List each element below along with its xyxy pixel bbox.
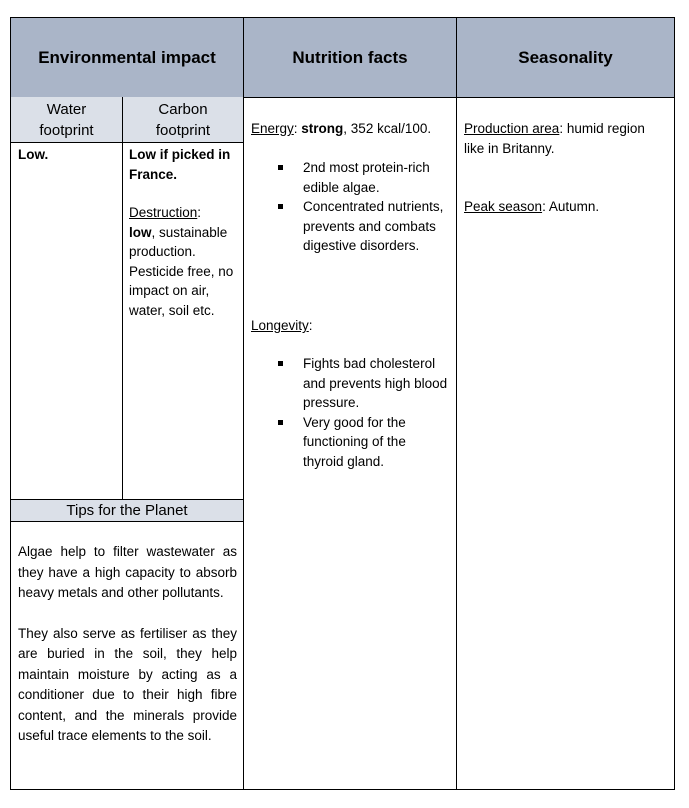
peak-label: Peak season [464, 199, 543, 214]
energy-bullet-1: 2nd most protein-rich edible algae. [303, 160, 430, 195]
carbon-footprint-value: Low if picked in France. [129, 147, 231, 182]
list-item [278, 197, 450, 256]
longevity-label: Longevity [251, 318, 309, 333]
environmental-column [11, 18, 243, 789]
energy-bold: strong [301, 121, 344, 136]
peak-season [464, 197, 664, 217]
destruction-text: , sustainable production. Pesticide free, no impact on air, water, soil etc. [129, 224, 234, 318]
water-footprint-header [11, 97, 122, 143]
destruction-label: Destruction [129, 205, 198, 220]
tips-paragraph-2: They also serve as fertiliser as they are buried in the soil, they help maintain moisture by acting as a conditioner due to their high fibre content, and the minerals provide useful trace elements to the soil. [18, 625, 237, 743]
nutrition-column [243, 18, 456, 789]
longevity-bullet-1: Fights bad cholesterol and prevents high blood pressure. [303, 356, 448, 410]
footprint-divider [122, 143, 123, 499]
energy-bullet-2: Concentrated nutrients, prevents and combats digestive disorders. [303, 199, 444, 253]
peak-text: : Autumn. [542, 199, 600, 214]
water-footprint-value: Low. [18, 147, 49, 162]
energy-bullets [278, 158, 450, 256]
seasonality-column [456, 18, 674, 789]
tips-title: Tips for the Planet [11, 499, 243, 522]
production-label: Production area [464, 121, 560, 136]
carbon-header-line2: footprint [155, 121, 211, 139]
production-text: : humid region like in Britanny. [464, 121, 645, 156]
seasonality-header: Seasonality [457, 18, 674, 98]
energy-line: Energy: strong, 352 kcal/100. [251, 121, 432, 136]
production-area [464, 119, 664, 158]
energy-text: , 352 kcal/100. [343, 121, 432, 136]
list-item [278, 158, 450, 197]
bullet-icon [278, 361, 283, 366]
tips-paragraph-1: Algae help to filter wastewater as they have a high capacity to absorb heavy metals and other pollutants. [18, 544, 237, 600]
environmental-header: Environmental impact [11, 18, 243, 98]
destruction-block: Destruction: low, sustainable production. Pesticide free, no impact on air, water, soil etc. [129, 205, 234, 318]
longevity-bullet-2: Very good for the functioning of the thyroid gland. [303, 414, 406, 469]
info-table [10, 17, 675, 790]
bullet-icon [278, 204, 283, 209]
nutrition-header: Nutrition facts [244, 18, 456, 98]
energy-label: Energy [251, 121, 294, 136]
water-header-line1: Water [46, 100, 87, 118]
carbon-footprint-cell [129, 145, 241, 320]
longevity-line: Longevity: [251, 318, 313, 333]
carbon-footprint-header [122, 97, 243, 143]
list-item [278, 354, 450, 413]
tips-body [18, 542, 237, 767]
longevity-bullets [278, 354, 450, 471]
list-item [278, 413, 450, 472]
water-header-line2: footprint [39, 121, 94, 139]
bullet-icon [278, 165, 283, 170]
destruction-bold: low [129, 224, 152, 240]
carbon-header-line1: Carbon [158, 100, 208, 118]
bullet-icon [278, 420, 283, 425]
